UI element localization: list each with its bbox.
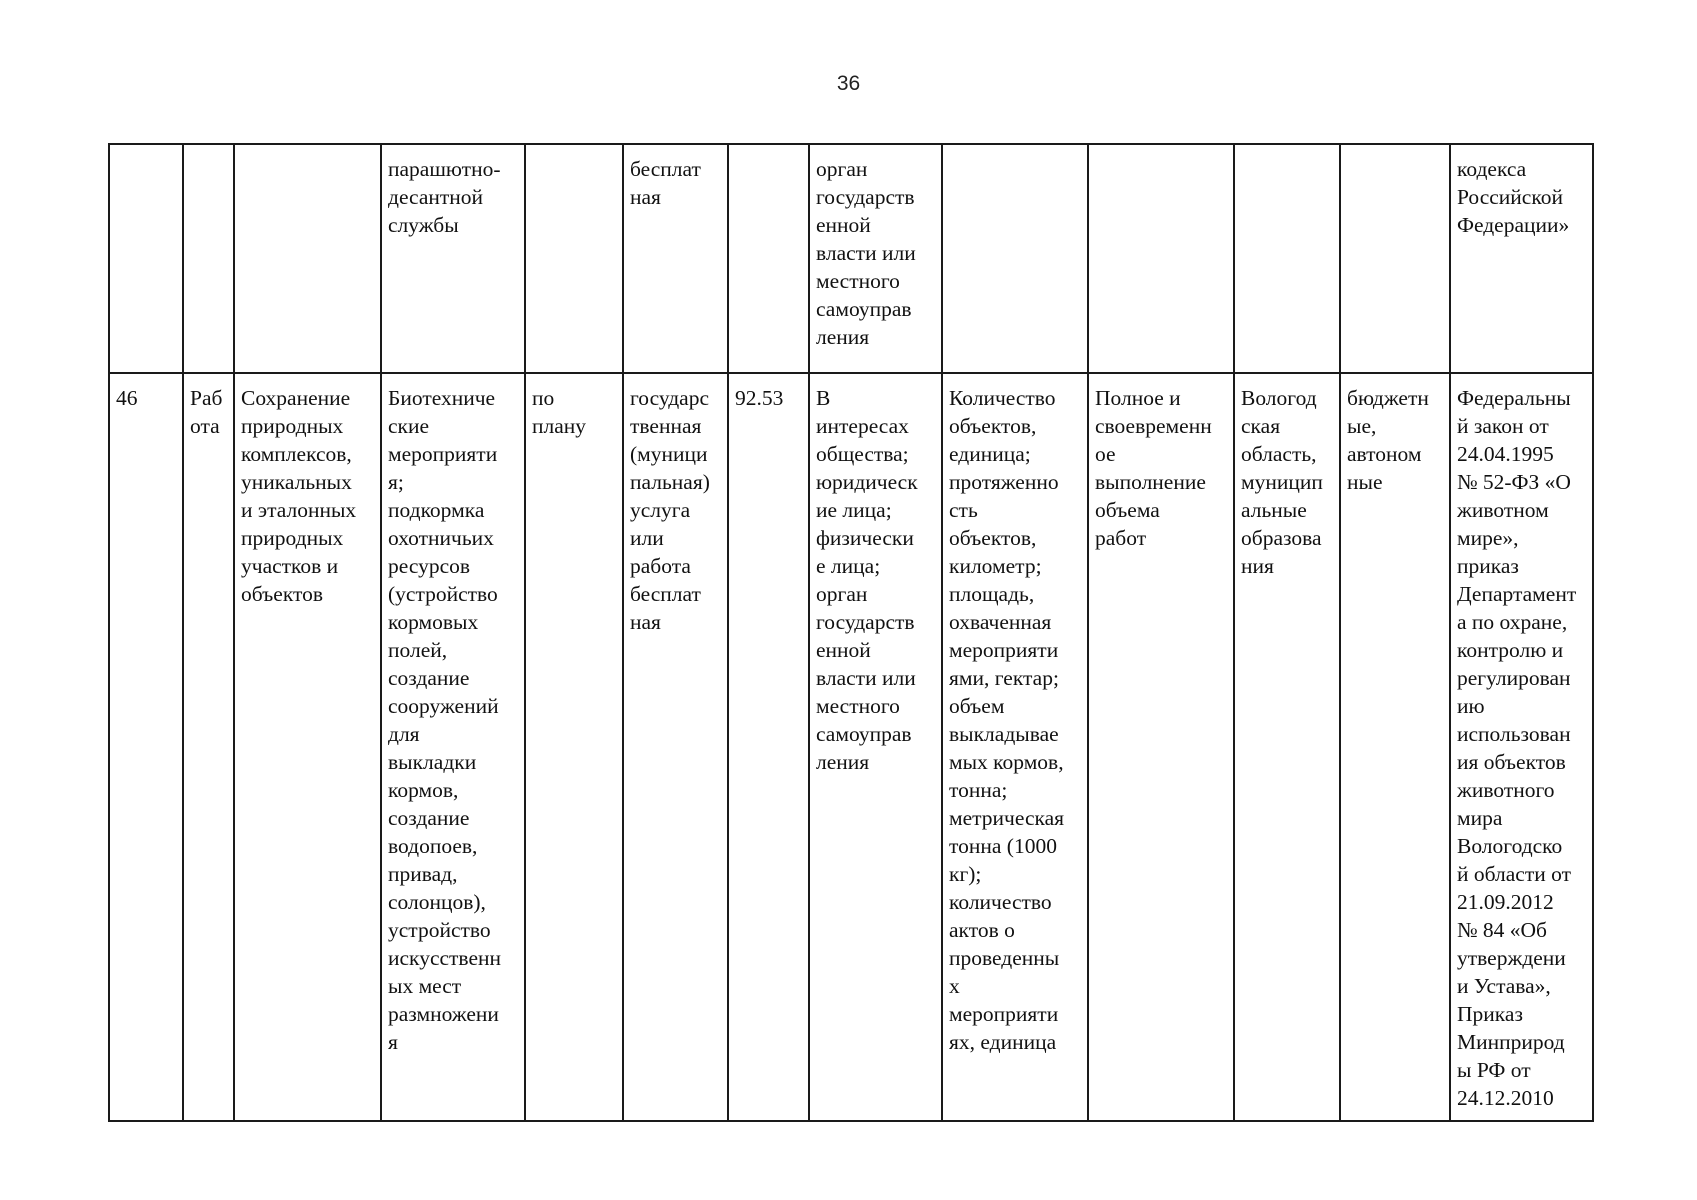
cell-type: Раб ота <box>183 373 234 1121</box>
page-number: 36 <box>836 72 861 95</box>
services-table <box>108 143 1594 1122</box>
cell-consumers: орган государств енной власти или местного самоуправ ления <box>809 144 942 373</box>
table-row <box>109 144 1593 373</box>
cell-payment: государс твенная (муници пальная) услуга или работа бесплат ная <box>623 373 728 1121</box>
table-row <box>109 373 1593 1121</box>
cell-volume-indicators: Количество объектов, единица; протяженно сть объектов, километр; площадь, охваченная мероприяти ями, гектар; объем выкладывае мых кормов, тонна; метрическая тонна (1000 кг); количество актов о проведенны х мероприяти ях, единица <box>942 373 1088 1121</box>
cell-consumers: В интересах общества; юридическ ие лица; физически е лица; орган государств енной власти или местного самоуправ ления <box>809 373 942 1121</box>
cell-content: Биотехниче ские мероприяти я; подкормка охотничьих ресурсов (устройство кормовых полей, создание сооружений для выкладки кормов, создание водопоев, привад, солонцов), устройство искусственн ых мест размножени я <box>381 373 525 1121</box>
cell-okved: 92.53 <box>728 373 809 1121</box>
cell-legal-basis: кодекса Российской Федерации» <box>1450 144 1593 373</box>
cell-quality-indicators <box>1088 144 1234 373</box>
cell-number <box>109 144 183 373</box>
cell-payment: бесплат ная <box>623 144 728 373</box>
cell-legal-basis: Федеральны й закон от 24.04.1995 № 52-ФЗ «О животном мире», приказ Департамент а по охране, контролю и регулирован ию использован ия объектов животного мира Вологодско й области от 21.09.2012 № 84 «Об утверждени и Устава», Приказ Минприрод ы РФ от 24.12.2010 <box>1450 373 1593 1121</box>
cell-okved <box>728 144 809 373</box>
cell-conditions: по плану <box>525 373 623 1121</box>
cell-volume-indicators <box>942 144 1088 373</box>
cell-name <box>234 144 381 373</box>
cell-conditions <box>525 144 623 373</box>
cell-name: Сохранение природных комплексов, уникальных и эталонных природных участков и объектов <box>234 373 381 1121</box>
cell-number: 46 <box>109 373 183 1121</box>
cell-content: парашютно- десантной службы <box>381 144 525 373</box>
cell-location <box>1234 144 1340 373</box>
cell-type <box>183 144 234 373</box>
cell-institution-type: бюджетн ые, автоном ные <box>1340 373 1450 1121</box>
cell-location: Вологод ская область, муницип альные образова ния <box>1234 373 1340 1121</box>
cell-institution-type <box>1340 144 1450 373</box>
cell-quality-indicators: Полное и своевременн ое выполнение объема работ <box>1088 373 1234 1121</box>
